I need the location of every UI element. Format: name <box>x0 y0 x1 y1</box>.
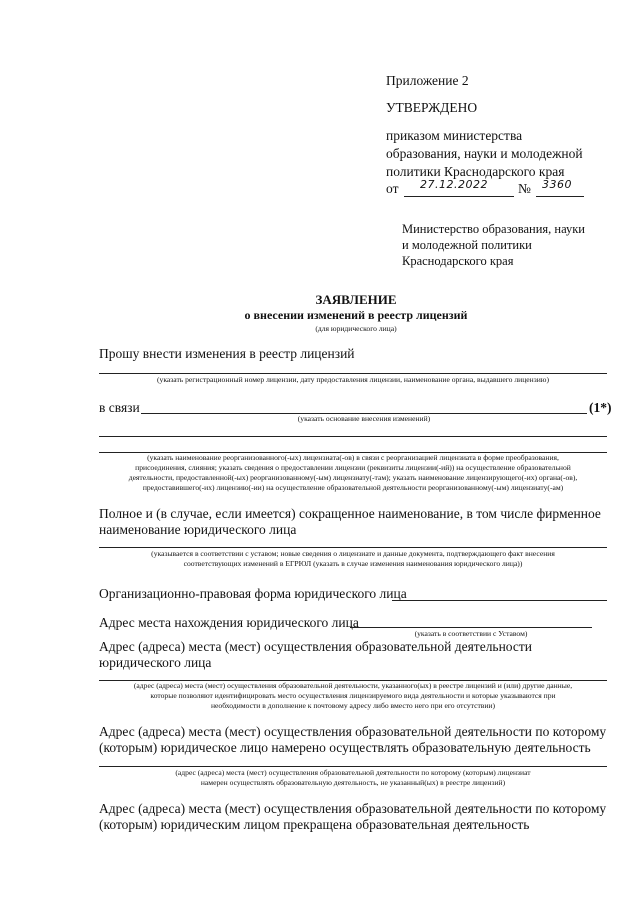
hint-activity-1: (адрес (адреса) места (мест) осуществления образовательной деятельности, указанного(ых) в реестре лицензий и (или) другие данные, <box>133 681 573 690</box>
hint-reorg-2: присоединения, слияния; указать сведения о предоставлении лицензии (реквизиты лицензии(-ий)) на осуществление образовательной <box>135 463 571 472</box>
order-number-value: 3360 <box>542 178 572 191</box>
hint-license: (указать регистрационный номер лицензии, дату предоставления лицензии, наименование органа, выдавшего лицензию) <box>157 375 549 384</box>
hint-charter: (указать в соответствии с Уставом) <box>414 629 528 638</box>
addr-activity-line-1: Адрес (адреса) места (мест) осуществления образовательной деятельности <box>99 639 533 654</box>
addr-stop-line-2: (которым) юридическим лицом прекращена образовательная деятельность <box>99 817 530 832</box>
order-line-3: политики Краснодарского края <box>386 164 565 179</box>
full-name-line-2: наименование юридического лица <box>99 522 297 537</box>
legal-form-label: Организационно-правовая форма юридического лица <box>99 586 407 601</box>
addr-intend-line-2: (которым) юридическое лицо намерено осуществлять образовательную деятельность <box>99 740 591 755</box>
order-line-2: образования, науки и молодежной <box>386 146 583 161</box>
form-note: (для юридического лица) <box>315 324 397 333</box>
form-subtitle: о внесении изменений в реестр лицензий <box>244 308 468 322</box>
addr-activity-line-2: юридического лица <box>99 655 212 670</box>
hint-intend-1: (адрес (адреса) места (мест) осуществления образовательной деятельности по которому (которым) лицензиат <box>175 768 531 777</box>
reason-extra-line <box>99 436 607 437</box>
address-location-field-line <box>350 627 592 628</box>
order-date-value: 27.12.2022 <box>420 178 488 191</box>
addressee-line-2: и молодежной политики <box>402 238 532 252</box>
in-connection-label: в связи <box>99 400 140 415</box>
hint-activity-2: которые позволяют идентифицировать место осуществления лицензируемого вида деятельности и которые указываются при <box>150 691 556 700</box>
legal-form-field-line <box>392 600 607 601</box>
hint-intend-2: намерен осуществлять образовательную деятельность, не указанный(ых) в реестре лицензий) <box>200 778 506 787</box>
hint-reorg-3: деятельности, предоставленной(-ых) реорганизованному(-ым) лицензиату(-там); указать наименование лицензирующего(-их) органа(-ов), <box>128 473 578 482</box>
hint-activity-3: необходимости в дополнение к почтовому адресу либо вместо него при его отсутствии) <box>210 701 496 710</box>
order-number-prefix: № <box>518 181 531 196</box>
footnote-mark: (1*) <box>589 400 612 415</box>
date-underline <box>404 196 514 197</box>
addr-stop-line-1: Адрес (адреса) места (мест) осуществления образовательной деятельности по которому <box>99 801 607 816</box>
hint-reason: (указать основание внесения изменений) <box>297 414 431 423</box>
hint-reorg-1: (указать наименование реорганизованного(-ых) лицензиата(-ов) в связи с реорганизацией лицензиата в форме преобразования, <box>147 453 559 462</box>
approved-label: УТВЕРЖДЕНО <box>386 100 478 115</box>
addressee-line-3: Краснодарского края <box>402 254 514 268</box>
number-underline <box>536 196 584 197</box>
hint-name-2: соответствующих изменений в ЕГРЮЛ (указать в случае изменения наименования юридического лица)) <box>183 559 523 568</box>
addr-intend-line-1: Адрес (адреса) места (мест) осуществления образовательной деятельности по которому <box>99 724 607 739</box>
license-field-line <box>99 373 607 374</box>
address-location-label: Адрес места нахождения юридического лица <box>99 615 359 630</box>
intend-field-line <box>99 766 607 767</box>
form-title: ЗАЯВЛЕНИЕ <box>315 292 397 307</box>
addressee-line-1: Министерство образования, науки <box>402 222 585 236</box>
order-date-prefix: от <box>386 181 399 196</box>
hint-name-1: (указывается в соответствии с уставом; новые сведения о лицензиате и данные документа, подтверждающего факт внесения <box>151 549 555 558</box>
name-field-line <box>99 547 607 548</box>
hint-reorg-4: предоставившего(-их) лицензию(-ии) на осуществление образовательной деятельности реорганизованному(-ым) лицензиату(-ам) <box>142 483 564 492</box>
appendix-label: Приложение 2 <box>386 73 469 88</box>
order-line-1: приказом министерства <box>386 128 523 143</box>
full-name-line-1: Полное и (в случае, если имеется) сокращенное наименование, в том числе фирменное <box>99 506 601 521</box>
request-text: Прошу внести изменения в реестр лицензий <box>99 346 355 361</box>
